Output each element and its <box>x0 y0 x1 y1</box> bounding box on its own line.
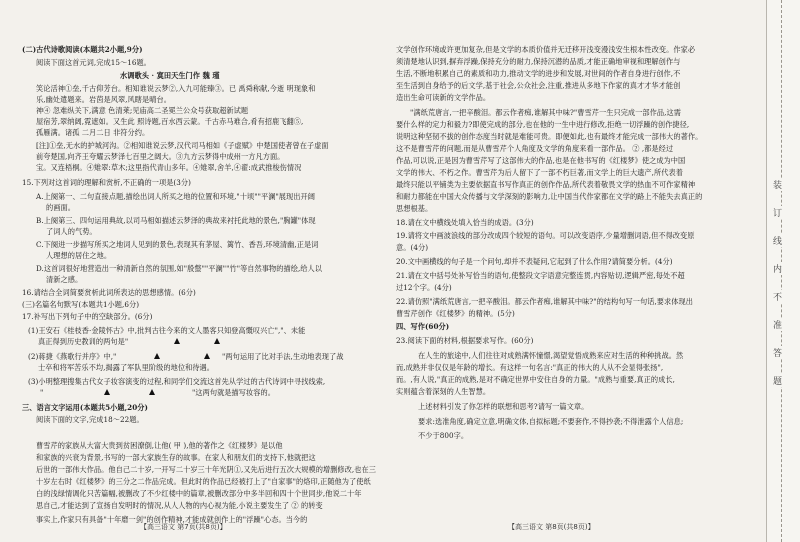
binding-notice-char: 线 <box>773 234 782 247</box>
left-text-line: 士卒和将军苦乐不均,揭露了军队里阶级的地位和待遇。 <box>38 363 215 372</box>
left-text-line: (3)小明整理搜集古代女子妆容演变的过程,和同学们交流这首先从学过的古代诗词中寻找线索, <box>28 377 326 386</box>
binding-notice-char: 答 <box>773 346 782 359</box>
left-text-line: 16.请结合全词简要赏析此词所表达的思想感情。(6分) <box>22 288 196 297</box>
left-text-line: 十岁左右时《红楼梦》的三分之二作品完成。但此时的作品已经被打上了"自家事"的烙印,正随他为了使纸 <box>36 477 371 486</box>
right-text-line: 过12个字。(4分) <box>396 283 452 292</box>
right-text-line: 不少于800字。 <box>418 431 469 440</box>
right-text-line: 要求:选准角度,确定立意,明确文体,自拟标题;不要套作,不得抄袭;不得泄露个人信息; <box>418 417 684 426</box>
binding-strip <box>766 0 800 542</box>
left-text-line: 真正得到历史教训的两句是" <box>38 337 129 346</box>
right-text-line: 而,成熟并非仅仅是年龄的增长。有这样一句名言:"真正的伟大的人从不会显得张扬", <box>396 363 664 372</box>
left-text-line: 人理想的居住之地。 <box>46 251 112 260</box>
right-text-line: 实则蕴含着深刻的人生智慧。 <box>396 387 491 396</box>
left-text-line: 前夸楚国,向齐王夸耀云梦泽七百里之阔大。③九方云梦得中成州一方凡方面。 <box>36 152 285 161</box>
binding-notice-char: 装 <box>773 178 782 191</box>
page-8-footer: 【高三语文 第8页(共8页)】 <box>508 523 595 531</box>
right-text-line: 须清楚地认识到,摒弃浮躁,保持充分的耐力,保持沉潜的品质,才能正确地审视和理解创作与 <box>396 57 681 66</box>
left-text-line: 曹雪芹的家族从大富大贵到贫困潦倒,让他( 甲 ),他的著作之《红楼梦》是以他 <box>36 441 283 450</box>
left-text-line: 事实上,作家只有具备"十年磨一剑"的创作精神,才能成就创作上的"浮躁"心态。当今的 <box>36 515 308 524</box>
left-text-line: 白的浅绿情调化只苦篇幅,被删改了不少红楼中的篇章,被删改部分中多半回和四十个世同步,他说二十年 <box>36 489 362 498</box>
left-text-line: 了词人的气势。 <box>46 227 97 236</box>
blank-marker <box>154 353 160 359</box>
blank-marker <box>104 389 110 395</box>
left-text-line: " <box>40 388 44 397</box>
left-text-line: 后世的一部伟大作品。他自己二十岁,一开写二十岁三十年光阴①,又先后进行五次大规模的增删修改,也在三 <box>36 465 376 474</box>
left-text-line: B.上阕第三、四句运用典故,以司马相如描述云梦泽的典故来衬托此地的景色,"胸罐"体现 <box>36 216 316 225</box>
right-text-line: 23.阅读下面的材料,根据要求写作。(60分) <box>396 336 534 345</box>
left-text-line: (1)王安石《桂枝香·金陵怀古》中,批判古往今来的文人墨客只知登高慨叹兴亡","、未能 <box>28 326 306 335</box>
left-text-line: [注]①垒,无水的护城河沟。②相知谁说云梦,汉代司马相如《子虚赋》中楚国使者曾在子虚面 <box>36 141 329 150</box>
left-text-line: (二)古代诗歌阅读(本题共2小题,9分) <box>22 45 143 54</box>
binding-notice-char: 内 <box>773 262 782 275</box>
left-text-line: 乐,幽处遣题来。岩茵是风翠,风瞎是晴台。 <box>36 95 171 104</box>
left-text-line: "两句运用了比对手法,生动地表现了战 <box>222 352 344 361</box>
right-text-line: 生活,不断地积累自己的素质和功力,推动文学的进步和发展,对世间的作者自身进行创作,不 <box>396 69 681 78</box>
left-text-line: 三、语言文字运用(本题共5小题,20分) <box>22 403 148 412</box>
left-text-line: 神④ 忽难纵关下,满意 色清莱;见庙高二圣冕兰公众号获取超新试题 <box>36 106 249 115</box>
right-text-line: 四、写作(60分) <box>396 322 450 331</box>
right-text-line: 曹雪芹创作《红楼梦》的精神。(5分) <box>396 309 515 318</box>
left-text-line: 水调歌头 · 寞田天生门作 魏 瑾 <box>120 71 220 80</box>
left-text-line: 笑论活神①垒,千古仰芳台。相知谁说云梦②,入九可能臻③。已 禹舜称献,今逝 明现象和 <box>36 84 316 93</box>
right-text-line: 18.请在文中横线处填入恰当的成语。(3分) <box>396 218 534 227</box>
right-text-line: 在人生的旅途中,人们往往对成熟满怀憧憬,渴望觉悟成熟来应对生活的种种挑战。然 <box>418 351 684 360</box>
binding-notice-char: 题 <box>773 374 782 387</box>
left-text-line: 17.补写出下列句子中的空缺部分。(6分) <box>22 312 153 321</box>
left-text-line: 宝。又连梧桐。④雉翠:草木;这里指代青山多年。④雉翠,舍羊,④翟:成武推梭伤情况 <box>36 163 302 172</box>
right-text-line: 20.文中画横线的句子是一个问句,却并不表疑问,它起到了什么作用?请简要分析。(4分) <box>396 257 673 266</box>
page-7-footer: 【高三语文 第7页(共8页)】 <box>140 523 227 531</box>
blank-marker <box>204 353 210 359</box>
blank-marker <box>174 338 180 344</box>
right-text-line: 造出生命可读新的文学作品。 <box>396 93 491 102</box>
right-text-line: 要什么样的定力和毅力?即使完成的部分,也在他的一生中进行修改,拒绝一切浮躁的创作捷径, <box>396 120 690 129</box>
right-text-line: 和耐力都能在中国大众传播与文学深刻的影响力,让中国当代作家都在文学的路上不能失去真正的 <box>396 192 703 201</box>
blank-marker <box>149 389 155 395</box>
right-text-line: 这不是曹雪芹的问题,而是从曹雪芹个人角度及文学的角度来看一部作品。 ② ,都是经过 <box>396 144 674 153</box>
right-text-line: 上述材料引发了你怎样的联想和思考?请写一篇文章。 <box>418 402 589 411</box>
left-text-line: 和家族的兴衰为背景,书写的一部大家族生存的故事。在家人和朋友们的支持下,他就把这 <box>36 453 316 462</box>
right-text-line: 21.请在文中括号处补写恰当的语句,使整段文字语意完整连贯,内容贴切,逻辑严密,每处不超 <box>396 271 685 280</box>
blank-marker <box>214 338 220 344</box>
right-text-line: 作品,可以说,正是因为曹雪芹写了这部伟大的作品,也是在他书写的《红楼梦》使之成为中国 <box>396 156 686 165</box>
left-text-line: D.这首词很好地营造出一种清新自然的氛围,如"殷螫""平澜""竹"等自然事物的描绘,给人以 <box>36 264 323 273</box>
left-text-line: 的画面。 <box>46 203 75 212</box>
left-text-line: (2)蒋捷《燕歌行并序》中," <box>28 352 117 361</box>
left-text-line: C.下阕进一步描写所买之地词人见到的景色,表现其有茅屋、篱竹、香吾,环境清幽,正是词 <box>36 240 319 249</box>
right-text-line: 思想根基。 <box>396 204 433 213</box>
left-text-line: 清新之感。 <box>46 275 83 284</box>
left-text-line: 思自己,才能达到了宣扬自发明时的情况,从人人物的内心视为能,小说主要发生了 ② 的转变 <box>36 501 323 510</box>
left-text-line: "这两句就是描写妆容的。 <box>192 388 275 397</box>
binding-notice-char: 不 <box>773 290 782 303</box>
right-text-line: 说明这种坚韧不拔的创作态度当时就是难能可贵。即便如此,也有最终才能完成一部伟大的著作。 <box>396 132 703 141</box>
right-text-line: 最终只能以平铺类为主要依据直书写作真正的创作作品,所代表着敬畏文学的热血不可作家精神 <box>396 180 696 189</box>
binding-notice-char: 准 <box>773 318 782 331</box>
right-text-line: "满纸荒唐言,一把辛酸泪。都云作者痴,谁解其中味?"曹雪芹一生只完成一部作品,这需 <box>410 108 681 117</box>
right-text-line: 22.请仿照"满纸荒唐言,一把辛酸泪。都云作者痴,谁解其中味?"的结构句写一句话,要求体现出 <box>396 297 693 306</box>
left-text-line: 阅读下面的文字,完成18～22题。 <box>36 415 144 424</box>
binding-notice-char: 订 <box>773 206 782 219</box>
right-text-line: 意。(4分) <box>396 243 429 252</box>
right-text-line: 19.请将文中画波浪线的部分改成四个较短的语句。可以改变语序,少量增删词语,但不得改变原 <box>396 231 695 240</box>
left-text-line: A.上阕第一、二句直接点题,描绘出词人所买之地的位置和环境,"十顷""平澜"展现出开阔 <box>36 192 315 201</box>
left-text-line: 屋宿芳,翠纳阔,霓遮如。又生此 照诗题,百水西云蒙。千古赤马难合,肴有招鹿飞翻⑤, <box>36 117 304 126</box>
left-text-line: 阅读下面这首元词,完成15～16题。 <box>36 58 151 67</box>
right-text-line: 而。,有人说,"真正的成熟,是对不确定世界中安住自身的力量。"成熟与重要,真正的成长, <box>396 375 675 384</box>
right-text-line: 文学的伟大、不朽之作。曹雪芹为后人留下了一部不朽巨著,而文学上的巨大遗产,所代表着 <box>396 168 683 177</box>
right-text-line: 至生活到自身给予的后文学,基于社会,公众社会,注重,推进从多地下作家的真才才华才能创 <box>396 81 681 90</box>
left-text-line: (三)名篇名句默写(本题共1小题,6分) <box>22 300 140 309</box>
right-text-line: 文学创作环境或许更加复杂,但是文学的本质价值并无迁移开浅变漫浅安生根本性改变。作家必 <box>396 45 696 54</box>
left-text-line: 15.下列对这首词的理解和赏析,不正确的一项是(3分) <box>22 178 191 187</box>
left-text-line: 孤雁满。诸孤 二月二日 非符分约。 <box>36 128 150 137</box>
